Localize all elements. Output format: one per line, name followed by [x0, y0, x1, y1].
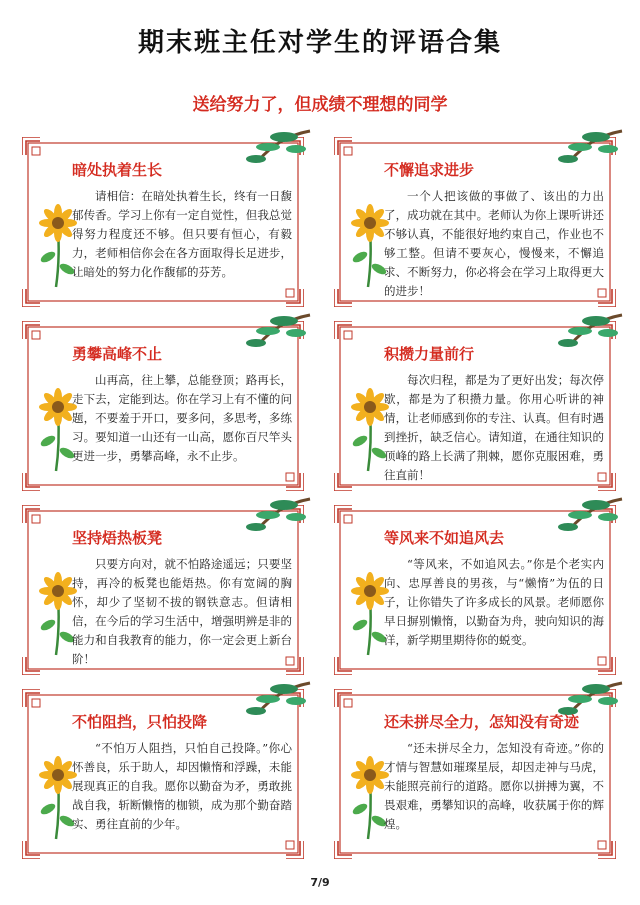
- card-title: 坚持焐热板凳: [72, 529, 163, 547]
- pine-tree-icon: [540, 311, 624, 361]
- card-title: 等风来不如追风去: [384, 529, 505, 547]
- comment-card: [22, 321, 304, 491]
- pine-tree-icon: [228, 311, 312, 361]
- page-title: 期末班主任对学生的评语合集: [137, 28, 502, 58]
- comment-card: [334, 137, 616, 307]
- comment-card: [334, 321, 616, 491]
- comment-card: [334, 505, 616, 675]
- comment-card: [22, 505, 304, 675]
- pine-tree-icon: [228, 127, 312, 177]
- comment-card: [22, 137, 304, 307]
- card-title: 积攒力量前行: [384, 345, 475, 363]
- card-title: 不懈追求进步: [384, 161, 475, 179]
- card-body: “等风来，不如追风去。”你是个老实内向、忠厚善良的男孩，与“懒惰”为伍的日子，让你错失了许多成长的风景。老师愿你早日摒别懒惰，以勤奋为舟，驶向知识的海洋，新学期里期待你的蜕变。: [384, 557, 604, 647]
- card-title: 暗处执着生长: [72, 161, 163, 179]
- pine-tree-icon: [540, 127, 624, 177]
- comment-card: [334, 689, 616, 859]
- pine-tree-icon: [540, 495, 624, 545]
- card-body: 只要方向对，就不怕路途遥远；只要坚持，再冷的板凳也能焐热。你有宽阔的胸怀，却少了坚韧不拔的钢铁意志。但请相信，在今后的学习生活中，增强明辨是非的能力和自我教育的能力，你一定会更上新台阶！: [72, 557, 292, 666]
- pine-tree-icon: [228, 679, 312, 729]
- card-title: 不怕阻挡，只怕投降: [72, 713, 208, 731]
- comment-card: [22, 689, 304, 859]
- page-number: 7/9: [310, 876, 330, 889]
- card-body: “不怕万人阻挡，只怕自己投降。”你心怀善良，乐于助人，却因懒惰和浮躁，未能展现真正的自我。愿你以勤奋为矛，勇敢挑战自我，斩断懒惰的枷锁，成为那个勤奋踏实、勇往直前的少年。: [72, 741, 292, 831]
- card-title: 还未拼尽全力，怎知没有奇迹: [384, 713, 580, 731]
- card-body: 山再高，往上攀，总能登顶；路再长，走下去，定能到达。你在学习上有不懂的问题，不要羞于开口，要多问，多思考，多练习。要知道一山还有一山高，愿你百尺竿头更进一步，勇攀高峰，永不止步。: [72, 373, 292, 463]
- card-body: 请相信：在暗处执着生长，终有一日馥郁传香。学习上你有一定自觉性，但我总觉得努力程度还不够。但只要有恒心，有毅力，老师相信你会在各方面取得长足进步，让暗处的努力化作馥郁的芬芳。: [72, 189, 292, 279]
- card-body: 一个人把该做的事做了、该出的力出了，成功就在其中。老师认为你上课听讲还不够认真，不能很好地约束自己，作业也不够工整。但请不要灰心，慢慢来，不懈追求、不断努力，你必将会在学习上取得更大的进步！: [384, 189, 604, 298]
- subtitle: 送给努力了，但成绩不理想的同学: [192, 95, 448, 115]
- pine-tree-icon: [228, 495, 312, 545]
- card-body: 每次归程，都是为了更好出发；每次停歇，都是为了积攒力量。你用心听讲的神情，让老师感到你的专注、认真。但有时遇到挫折，缺乏信心。请知道，在通往知识的顶峰的路上长满了荆棘，愿你克服困难，勇往直前！: [384, 373, 604, 482]
- card-title: 勇攀高峰不止: [72, 345, 163, 363]
- card-body: “还未拼尽全力，怎知没有奇迹。”你的才情与智慧如璀璨星辰，却因走神与马虎，未能照亮前行的道路。愿你以拼搏为翼，不畏艰难，勇攀知识的高峰，收获属于你的辉煌。: [384, 741, 604, 831]
